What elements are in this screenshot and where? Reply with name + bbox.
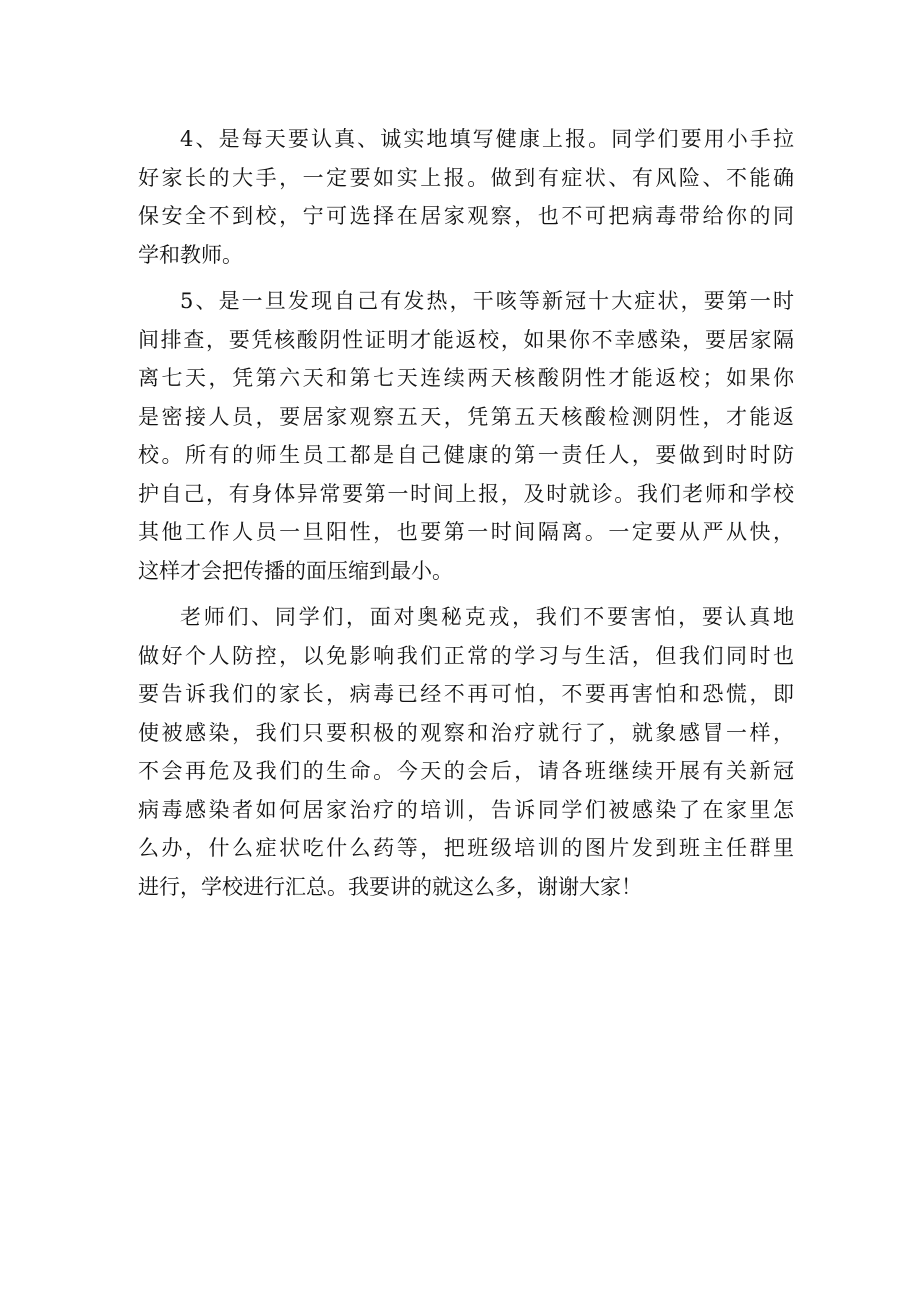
text-line: 么办，什么症状吃什么药等，把班级培训的图片发到班主任群里: [138, 836, 794, 860]
paragraph-closing: [138, 598, 794, 906]
text-line: 好家长的大手，一定要如实上报。做到有症状、有风险、不能确: [138, 165, 794, 190]
text-line: 进行，学校进行汇总。我要讲的就这么多，谢谢大家！: [138, 874, 642, 899]
text-line: 离七天，凭第六天和第七天连续两天核酸阴性才能返校；如果你: [138, 366, 794, 390]
text-line: 4、是每天要认真、诚实地填写健康上报。同学们要用小手拉: [180, 127, 794, 151]
text-line: 病毒感染者如何居家治疗的培训，告诉同学们被感染了在家里怎: [138, 797, 794, 822]
text-line: 护自己，有身体异常要第一时间上报，及时就诊。我们老师和学校: [138, 481, 794, 506]
text-line: 5、是一旦发现自己有发热，干咳等新冠十大症状，要第一时: [180, 289, 794, 313]
paragraph-item-4: [138, 120, 794, 274]
text-line: 使被感染，我们只要积极的观察和治疗就行了，就象感冒一样，: [138, 720, 794, 745]
document-body: [138, 120, 794, 906]
paragraph-item-5: [138, 282, 794, 590]
text-line: 不会再危及我们的生命。今天的会后，请各班继续开展有关新冠: [138, 759, 794, 783]
text-line: 老师们、同学们，面对奥秘克戎，我们不要害怕，要认真地: [180, 605, 794, 629]
text-line: 校。所有的师生员工都是自己健康的第一责任人，要做到时时防: [138, 443, 794, 467]
text-line: 学和教师。: [138, 242, 243, 267]
text-line: 这样才会把传播的面压缩到最小。: [138, 558, 453, 583]
text-line: 其他工作人员一旦阳性，也要第一时间隔离。一定要从严从快，: [138, 520, 794, 544]
text-line: 做好个人防控，以免影响我们正常的学习与生活，但我们同时也: [138, 643, 794, 668]
text-line: 保安全不到校，宁可选择在居家观察，也不可把病毒带给你的同: [138, 204, 794, 228]
text-line: 是密接人员，要居家观察五天，凭第五天核酸检测阴性，才能返: [138, 404, 794, 429]
text-line: 要告诉我们的家长，病毒已经不再可怕，不要再害怕和恐慌，即: [138, 682, 794, 706]
text-line: 间排查，要凭核酸阴性证明才能返校，如果你不幸感染，要居家隔: [138, 327, 794, 352]
